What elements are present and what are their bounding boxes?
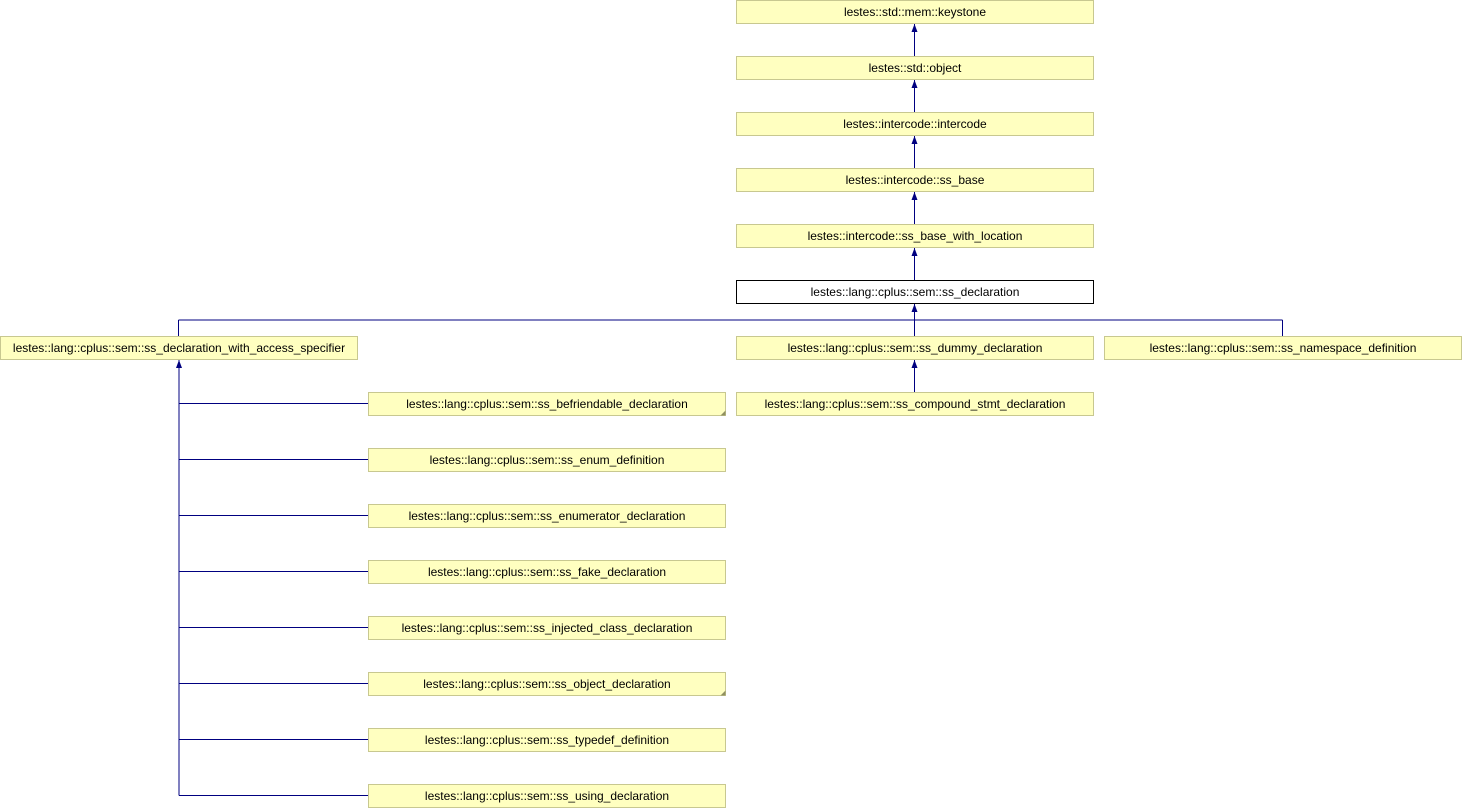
class-node-ss-fake-declaration[interactable] xyxy=(369,561,726,584)
class-node-label: lestes::lang::cplus::sem::ss_enumerator_declaration xyxy=(408,509,686,523)
class-node-label: lestes::std::object xyxy=(868,61,962,75)
class-node-label: lestes::lang::cplus::sem::ss_typedef_definition xyxy=(424,733,670,747)
class-node-ss-base[interactable] xyxy=(737,169,1094,192)
inheritance-arrowhead xyxy=(912,248,918,256)
class-node-label: lestes::lang::cplus::sem::ss_enum_definition xyxy=(429,453,665,467)
inheritance-arrowhead xyxy=(912,304,918,312)
inheritance-arrowhead xyxy=(912,192,918,200)
class-node-object[interactable] xyxy=(737,57,1094,80)
class-node-label: lestes::intercode::intercode xyxy=(843,117,987,131)
class-node-label: lestes::lang::cplus::sem::ss_declaration_with_access_specifier xyxy=(12,341,346,355)
inheritance-arrowhead xyxy=(176,360,182,368)
class-node-label: lestes::lang::cplus::sem::ss_declaration xyxy=(810,285,1020,299)
class-node-label: lestes::lang::cplus::sem::ss_befriendable_declaration xyxy=(406,397,688,411)
class-node-label: lestes::lang::cplus::sem::ss_compound_stmt_declaration xyxy=(764,397,1066,411)
inheritance-edges xyxy=(176,24,1283,796)
class-node-ss-using-declaration[interactable] xyxy=(369,785,726,808)
class-node-label: lestes::std::mem::keystone xyxy=(843,5,987,19)
class-node-label: lestes::lang::cplus::sem::ss_fake_declaration xyxy=(427,565,667,579)
inheritance-arrowhead xyxy=(912,136,918,144)
class-node-ss-dummy-declaration[interactable] xyxy=(737,337,1094,360)
class-node-label: lestes::lang::cplus::sem::ss_namespace_definition xyxy=(1149,341,1417,355)
class-node-ss-namespace-definition[interactable] xyxy=(1105,337,1462,360)
inheritance-arrowhead xyxy=(912,360,918,368)
class-node-ss-compound-stmt-declaration[interactable] xyxy=(737,393,1094,416)
class-node-ss-enumerator-declaration[interactable] xyxy=(369,505,726,528)
inheritance-arrowhead xyxy=(912,80,918,88)
class-node-ss-declaration xyxy=(737,281,1094,304)
class-node-label: lestes::lang::cplus::sem::ss_object_declaration xyxy=(423,677,671,691)
class-node-label: lestes::lang::cplus::sem::ss_dummy_declaration xyxy=(787,341,1043,355)
class-node-ss-declaration-with-access-specifier[interactable] xyxy=(1,337,358,360)
class-node-ss-base-with-location[interactable] xyxy=(737,225,1094,248)
inheritance-arrowhead xyxy=(912,24,918,32)
class-node-ss-befriendable-declaration[interactable] xyxy=(369,393,726,416)
class-node-ss-typedef-definition[interactable] xyxy=(369,729,726,752)
class-node-intercode[interactable] xyxy=(737,113,1094,136)
class-node-label: lestes::lang::cplus::sem::ss_injected_class_declaration xyxy=(401,621,693,635)
class-node-ss-injected-class-declaration[interactable] xyxy=(369,617,726,640)
class-node-label: lestes::intercode::ss_base xyxy=(845,173,985,187)
class-node-label: lestes::intercode::ss_base_with_location xyxy=(807,229,1023,243)
class-node-ss-enum-definition[interactable] xyxy=(369,449,726,472)
class-node-ss-object-declaration[interactable] xyxy=(369,673,726,696)
class-node-keystone[interactable] xyxy=(737,1,1094,24)
class-node-label: lestes::lang::cplus::sem::ss_using_declaration xyxy=(424,789,670,803)
